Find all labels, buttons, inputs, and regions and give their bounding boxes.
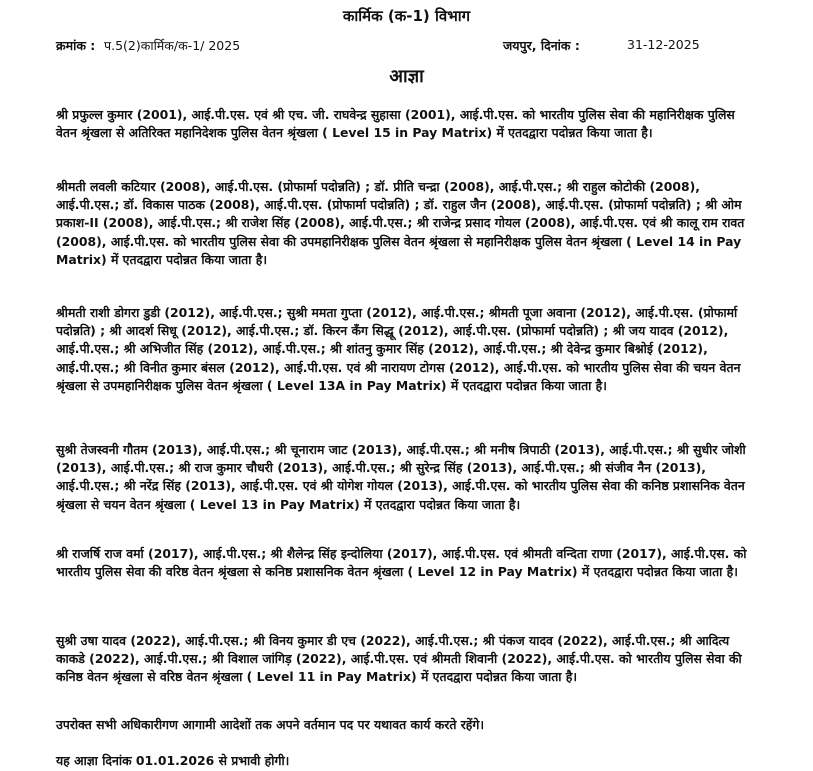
department-heading: कार्मिक (क-1) विभाग (342, 7, 471, 25)
order-title: आज्ञा (389, 66, 424, 87)
paragraph-level13-promotion: सुश्री तेजस्वनी गौतम (2013), आई.पी.एस.; श्री चूनाराम जाट (2013), आई.पी.एस.; श्री मनीष त्रिपाठी (2013), आई.पी.एस.; श्री सुधीर जोशी (2013), आई.पी.एस.; श्री राज कुमार चौधरी (2013), आई.पी.एस.; श्री सुरेन्द्र सिंह (2013), आई.पी.एस.; श्री संजीव नैन (2013), आई.पी.एस.; श्री नरेंद्र सिंह (2013), आई.पी.एस. एवं श्री योगेश गोयल (2013), आई.पी.एस. को भारतीय पुलिस सेवा की कनिष्ठ प्रशासनिक वेतन श्रृंखला से चयन वेतन श्रृंखला ( Level 13 in Pay Matrix) में एतदद्वारा पदोन्नत किया जाता है। (56, 442, 746, 512)
order-date: 31-12-2025 (627, 37, 700, 52)
paragraph-effective-date: यह आज्ञा दिनांक 01.01.2026 से प्रभावी होगी। (56, 753, 290, 768)
order-number: प.5(2)कार्मिक/क-1/ 2025 (104, 38, 241, 53)
paragraph-level11-promotion: सुश्री उषा यादव (2022), आई.पी.एस.; श्री विनय कुमार डी एच (2022), आई.पी.एस.; श्री पंकज यादव (2022), आई.पी.एस.; श्री आदित्य काकडे (2022), आई.पी.एस.; श्री विशाल जांगिड़ (2022), आई.पी.एस. एवं श्रीमती शिवानी (2022), आई.पी.एस. को भारतीय पुलिस सेवा की कनिष्ठ वेतन श्रृंखला से वरिष्ठ वेतन श्रृंखला ( Level 11 in Pay Matrix) में एतदद्वारा पदोन्नत किया जाता है। (56, 633, 742, 685)
paragraph-continuation-note: उपरोक्त सभी अधिकारीगण आगामी आदेशों तक अपने वर्तमान पद पर यथावत कार्य करते रहेंगे। (56, 717, 485, 732)
order-number-label: क्रमांक : (56, 38, 96, 53)
place-date-label: जयपुर, दिनांक : (503, 38, 580, 53)
paragraph-level13a-promotion: श्रीमती राशी डोगरा डुडी (2012), आई.पी.एस.; सुश्री ममता गुप्ता (2012), आई.पी.एस.; श्रीमती पूजा अवाना (2012), आई.पी.एस. (प्रोफार्मा पदोन्नति) ; श्री आदर्श सिधू (2012), आई.पी.एस.; डॉ. किरन कँग सिद्धू (2012), आई.पी.एस. (प्रोफार्मा पदोन्नति) ; श्री जय यादव (2012), आई.पी.एस.; श्री अभिजीत सिंह (2012), आई.पी.एस.; श्री शांतनु कुमार सिंह (2012), आई.पी.एस.; श्री देवेन्द्र कुमार बिश्नोई (2012), आई.पी.एस.; श्री विनीत कुमार बंसल (2012), आई.पी.एस. एवं श्री नारायण टोगस (2012), आई.पी.एस. को भारतीय पुलिस सेवा की चयन वेतन श्रृंखला से उपमहानिरीक्षक पुलिस वेतन श्रृंखला ( Level 13A in Pay Matrix) में एतदद्वारा पदोन्नत किया जाता है। (56, 305, 741, 393)
paragraph-level15-promotion: श्री प्रफुल्ल कुमार (2001), आई.पी.एस. एवं श्री एच. जी. राघवेन्द्र सुहासा (2001), आई.पी.एस. को भारतीय पुलिस सेवा की महानिरीक्षक पुलिस वेतन श्रृंखला से अतिरिक्त महानिदेशक पुलिस वेतन श्रृंखला ( Level 15 in Pay Matrix) में एतदद्वारा पदोन्नत किया जाता है। (56, 107, 735, 141)
paragraph-level12-promotion: श्री राजर्षि राज वर्मा (2017), आई.पी.एस.; श्री शैलेन्द्र सिंह इन्दोलिया (2017), आई.पी.एस. एवं श्रीमती वन्दिता राणा (2017), आई.पी.एस. को भारतीय पुलिस सेवा की वरिष्ठ वेतन श्रृंखला से कनिष्ठ प्रशासनिक वेतन श्रृंखला ( Level 12 in Pay Matrix) में एतदद्वारा पदोन्नत किया जाता है। (56, 546, 747, 580)
paragraph-level14-promotion: श्रीमती लवली कटियार (2008), आई.पी.एस. (प्रोफार्मा पदोन्नति) ; डॉ. प्रीति चन्द्रा (2008), आई.पी.एस.; श्री राहुल कोटोकी (2008), आई.पी.एस.; डॉ. विकास पाठक (2008), आई.पी.एस. (प्रोफार्मा पदोन्नति) ; डॉ. राहुल जैन (2008), आई.पी.एस. (प्रोफार्मा पदोन्नति) ; श्री ओम प्रकाश-II (2008), आई.पी.एस.; श्री राजेश सिंह (2008), आई.पी.एस.; श्री राजेन्द्र प्रसाद गोयल (2008), आई.पी.एस. एवं श्री कालू राम रावत (2008), आई.पी.एस. को भारतीय पुलिस सेवा की उपमहानिरीक्षक पुलिस वेतन श्रृंखला से महानिरीक्षक पुलिस वेतन श्रृंखला ( Level 14 in Pay Matrix) में एतदद्वारा पदोन्नत किया जाता है। (56, 179, 745, 267)
